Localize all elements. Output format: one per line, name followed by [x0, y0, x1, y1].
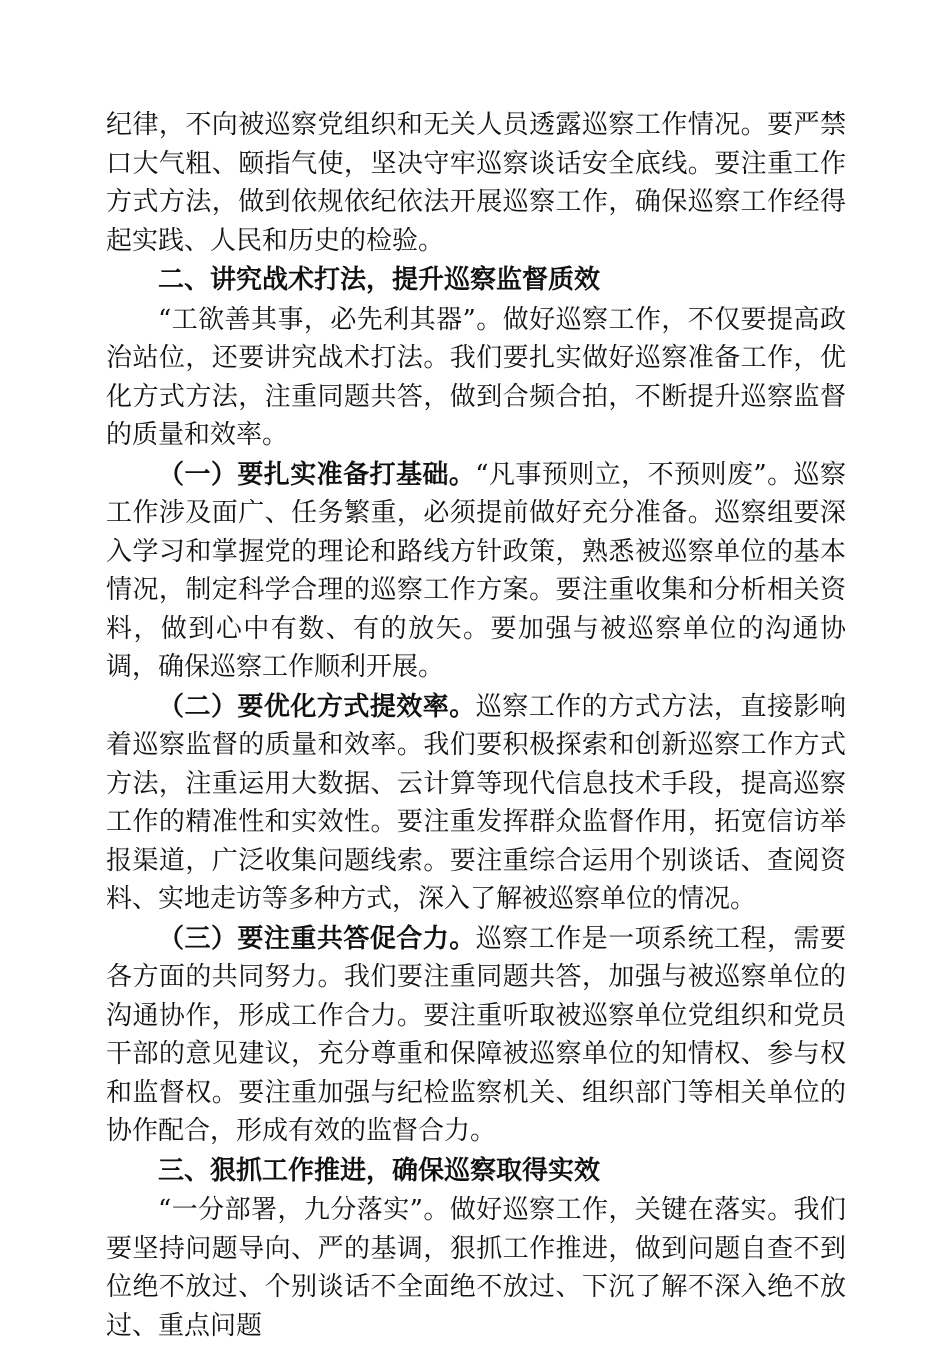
item-3-body: 巡察工作是一项系统工程，需要各方面的共同努力。我们要注重同题共答，加强与被巡察单位的沟通协作，形成工作合力。要注重听取被巡察单位党组织和党员干部的意见建议，充分尊重和保障被巡察单位的知情权、参与权和监督权。要注重加强与纪检监察机关、组织部门等相关单位的协作配合，形成有效的监督合力。 — [106, 923, 846, 1146]
item-2-heading: （二）要优化方式提效率。 — [158, 691, 476, 722]
item-1-paragraph — [106, 456, 846, 687]
section-3-heading: 三、狠抓工作推进，确保巡察取得实效 — [158, 1155, 601, 1186]
continuation-paragraph: 纪律，不向被巡察党组织和无关人员透露巡察工作情况。要严禁口大气粗、颐指气使，坚决守牢巡察谈话安全底线。要注重工作方式方法，做到依规依纪依法开展巡察工作，确保巡察工作经得起实践、人民和历史的检验。 — [106, 110, 846, 256]
section-3-intro-paragraph: “一分部署，九分落实”。做好巡察工作，关键在落实。我们要坚持问题导向、严的基调，狠抓工作推进，做到问题自查不到位绝不放过、个别谈话不全面绝不放过、下沉了解不深入绝不放过、重点问题 — [106, 1195, 846, 1341]
section-2-heading: 二、讲究战术打法，提升巡察监督质效 — [158, 265, 601, 295]
document-page — [106, 106, 846, 1346]
item-3-heading: （三）要注重共答促合力。 — [158, 923, 476, 954]
item-2-paragraph — [106, 688, 846, 919]
item-3-paragraph — [106, 920, 846, 1151]
item-1-body: “凡事预则立，不预则废”。巡察工作涉及面广、任务繁重，必须提前做好充分准备。巡察组要深入学习和掌握党的理论和路线方针政策，熟悉被巡察单位的基本情况，制定科学合理的巡察工作方案。要注重收集和分析相关资料，做到心中有数、有的放矢。要加强与被巡察单位的沟通协调，确保巡察工作顺利开展。 — [106, 459, 846, 682]
item-2-body: 巡察工作的方式方法，直接影响着巡察监督的质量和效率。我们要积极探索和创新巡察工作方式方法，注重运用大数据、云计算等现代信息技术手段，提高巡察工作的精准性和实效性。要注重发挥群众监督作用，拓宽信访举报渠道，广泛收集问题线索。要注重综合运用个别谈话、查阅资料、实地走访等多种方式，深入了解被巡察单位的情况。 — [106, 691, 846, 914]
item-1-heading: （一）要扎实准备打基础。 — [158, 459, 476, 490]
section-2-intro-paragraph: “工欲善其事，必先利其器”。做好巡察工作，不仅要提高政治站位，还要讲究战术打法。我们要扎实做好巡察准备工作，优化方式方法，注重同题共答，做到合频合拍，不断提升巡察监督的质量和效率。 — [106, 304, 846, 450]
